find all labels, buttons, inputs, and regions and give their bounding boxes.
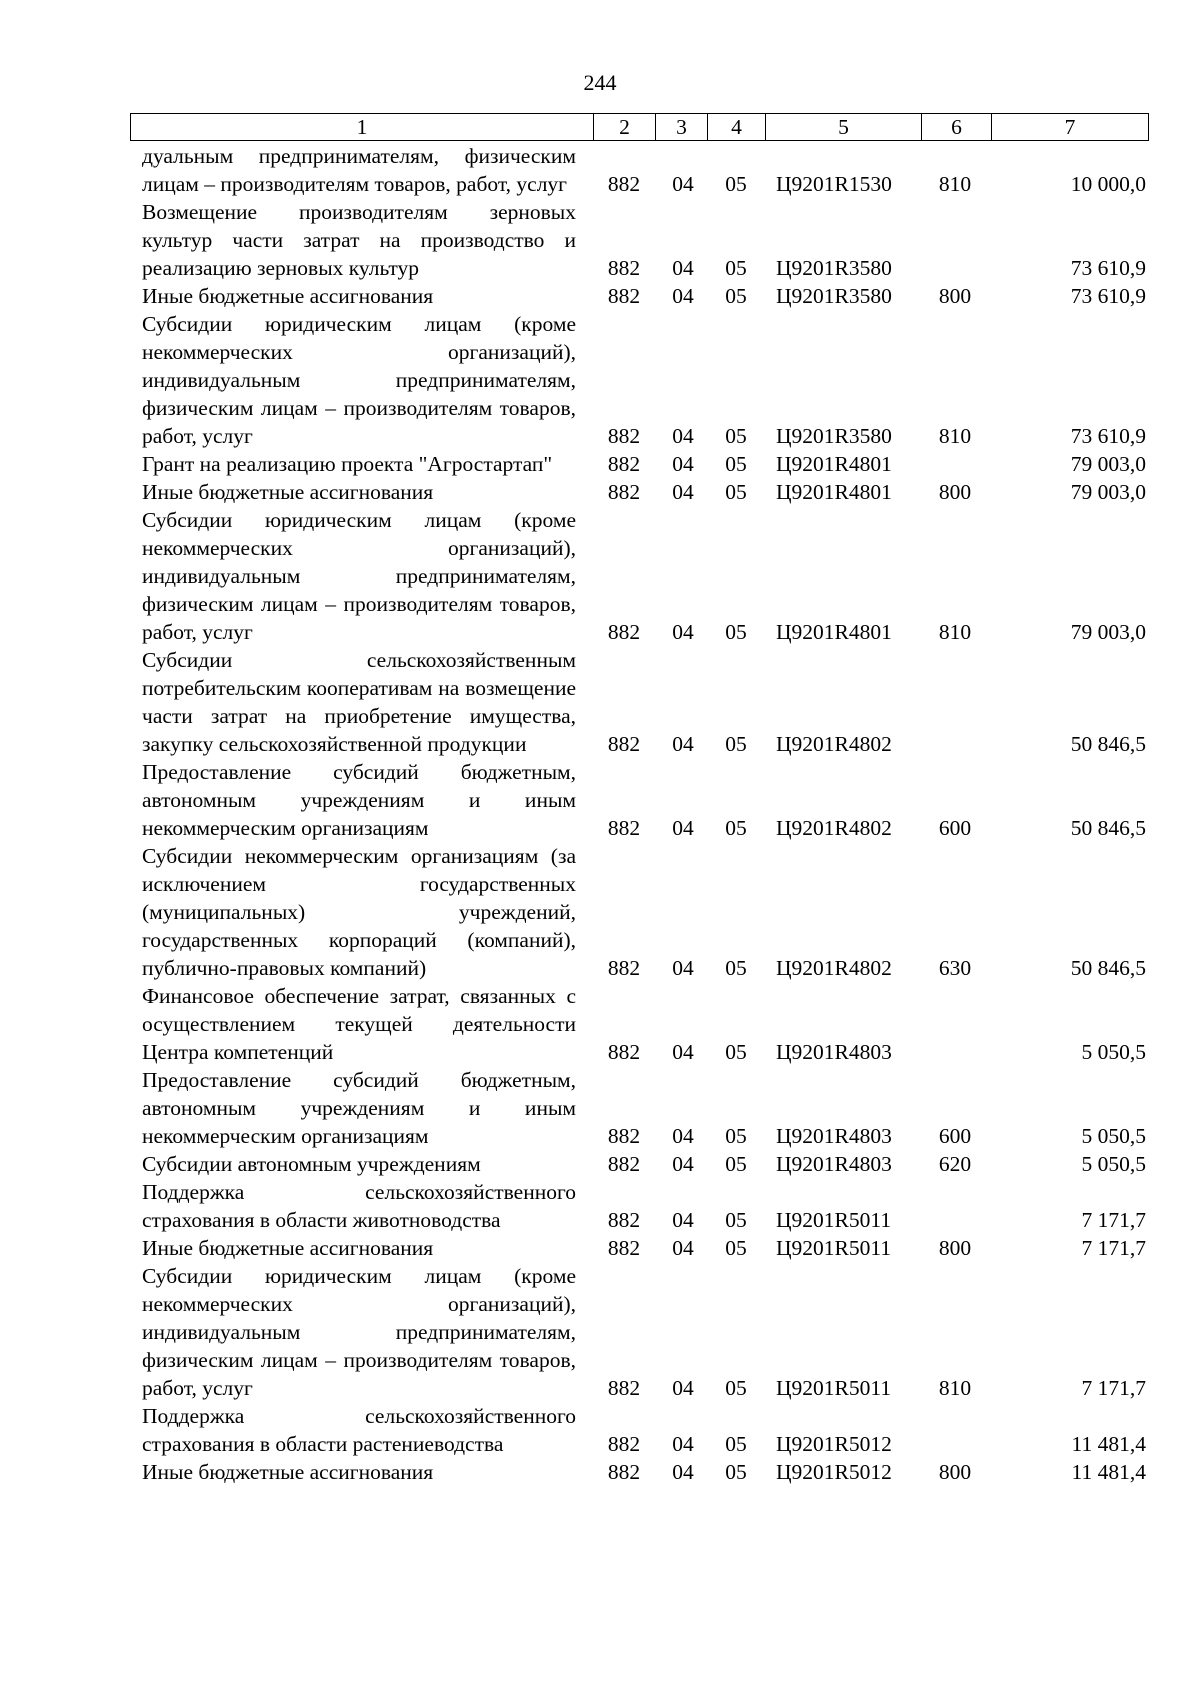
row-code-target: Ц9201R4802 <box>776 732 892 756</box>
row-code-subsection: 05 <box>725 1236 747 1260</box>
row-amount: 73 610,9 <box>1070 256 1146 280</box>
row-code-section: 04 <box>672 256 694 280</box>
row-code-subsection: 05 <box>725 1432 747 1456</box>
row-amount: 79 003,0 <box>1070 480 1146 504</box>
row-code-section: 04 <box>672 1040 694 1064</box>
row-code-section: 04 <box>672 480 694 504</box>
row-code-ministry: 882 <box>607 816 641 840</box>
row-amount: 7 171,7 <box>1081 1236 1146 1260</box>
row-code-target: Ц9201R3580 <box>776 424 892 448</box>
row-description: Иные бюджетные ассигнования <box>142 480 434 504</box>
row-code-subsection: 05 <box>725 256 747 280</box>
row-code-section: 04 <box>672 424 694 448</box>
row-code-section: 04 <box>672 732 694 756</box>
row-code-subsection: 05 <box>725 620 747 644</box>
row-code-expense-type <box>930 1430 980 1458</box>
row-code-ministry: 882 <box>607 1208 641 1232</box>
row-code-subsection: 05 <box>725 1376 747 1400</box>
row-code-ministry: 882 <box>607 1040 641 1064</box>
row-code-expense-type <box>930 1206 980 1234</box>
row-code-expense-type: 600 <box>938 816 972 840</box>
row-code-section: 04 <box>672 1432 694 1456</box>
table-body <box>0 142 1200 1486</box>
page-number: 244 <box>583 70 617 95</box>
row-code-section: 04 <box>672 1460 694 1484</box>
row-description: Субсидии юридическим лицам (кроме некоммерческих организаций), индивидуальным предпринимателям, физическим лицам – производителям товаров, работ, услуг <box>142 1264 576 1400</box>
row-code-target: Ц9201R4803 <box>776 1124 892 1148</box>
row-code-ministry: 882 <box>607 1432 641 1456</box>
table-row <box>0 1150 1200 1178</box>
row-code-subsection: 05 <box>725 452 747 476</box>
row-description: Иные бюджетные ассигнования <box>142 1460 434 1484</box>
row-description: Иные бюджетные ассигнования <box>142 284 434 308</box>
row-code-target: Ц9201R5011 <box>776 1236 892 1260</box>
row-code-subsection: 05 <box>725 1152 747 1176</box>
table-row <box>0 982 1200 1066</box>
row-amount: 79 003,0 <box>1070 452 1146 476</box>
row-code-expense-type: 630 <box>938 956 972 980</box>
row-code-ministry: 882 <box>607 480 641 504</box>
row-code-ministry: 882 <box>607 256 641 280</box>
table-row <box>0 198 1200 282</box>
row-code-ministry: 882 <box>607 424 641 448</box>
row-code-target: Ц9201R3580 <box>776 256 892 280</box>
row-description: Предоставление субсидий бюджетным, автономным учреждениям и иным некоммерческим организациям <box>142 760 576 840</box>
row-code-expense-type: 800 <box>938 1236 972 1260</box>
row-code-subsection: 05 <box>725 1040 747 1064</box>
row-code-ministry: 882 <box>607 284 641 308</box>
row-code-target: Ц9201R4803 <box>776 1152 892 1176</box>
row-description: дуальным предпринимателям, физическим лицам – производителям товаров, работ, услуг <box>142 144 576 196</box>
row-amount: 5 050,5 <box>1081 1124 1146 1148</box>
row-amount: 73 610,9 <box>1070 424 1146 448</box>
row-code-section: 04 <box>672 1376 694 1400</box>
column-header-3: 3 <box>656 114 708 141</box>
row-code-ministry: 882 <box>607 1236 641 1260</box>
row-description: Субсидии юридическим лицам (кроме некоммерческих организаций), индивидуальным предпринимателям, физическим лицам – производителям товаров, работ, услуг <box>142 508 576 644</box>
row-code-expense-type: 810 <box>938 172 972 196</box>
row-description: Возмещение производителям зерновых культур части затрат на производство и реализацию зерновых культур <box>142 200 576 280</box>
row-amount: 7 171,7 <box>1081 1376 1146 1400</box>
column-header-4: 4 <box>708 114 766 141</box>
row-code-target: Ц9201R3580 <box>776 284 892 308</box>
row-code-target: Ц9201R4801 <box>776 620 892 644</box>
row-code-target: Ц9201R4802 <box>776 816 892 840</box>
table-row <box>0 1458 1200 1486</box>
table-row <box>0 1402 1200 1458</box>
row-code-expense-type: 620 <box>938 1152 972 1176</box>
row-code-target: Ц9201R4801 <box>776 480 892 504</box>
column-header-1: 1 <box>131 114 594 141</box>
table-row <box>0 478 1200 506</box>
table-row <box>0 1234 1200 1262</box>
row-code-subsection: 05 <box>725 956 747 980</box>
row-code-subsection: 05 <box>725 284 747 308</box>
row-code-section: 04 <box>672 1236 694 1260</box>
column-header-7: 7 <box>992 114 1149 141</box>
row-code-target: Ц9201R5011 <box>776 1208 892 1232</box>
row-code-ministry: 882 <box>607 172 641 196</box>
row-code-subsection: 05 <box>725 480 747 504</box>
table-row <box>0 142 1200 198</box>
row-description: Иные бюджетные ассигнования <box>142 1236 434 1260</box>
column-header-2: 2 <box>594 114 656 141</box>
row-amount: 50 846,5 <box>1070 956 1146 980</box>
table-row <box>0 646 1200 758</box>
row-code-section: 04 <box>672 1124 694 1148</box>
row-code-target: Ц9201R1530 <box>776 172 892 196</box>
table-row <box>0 1178 1200 1234</box>
row-code-expense-type: 600 <box>938 1124 972 1148</box>
row-code-expense-type: 800 <box>938 1460 972 1484</box>
table-row <box>0 1066 1200 1150</box>
row-description: Грант на реализацию проекта "Агростартап" <box>142 452 553 476</box>
row-description: Предоставление субсидий бюджетным, автономным учреждениям и иным некоммерческим организациям <box>142 1068 576 1148</box>
row-description: Субсидии автономным учреждениям <box>142 1152 481 1176</box>
row-description: Поддержка сельскохозяйственного страхования в области животноводства <box>142 1180 576 1232</box>
row-code-ministry: 882 <box>607 620 641 644</box>
row-amount: 11 481,4 <box>1071 1460 1146 1484</box>
row-code-ministry: 882 <box>607 956 641 980</box>
row-code-expense-type <box>930 450 980 478</box>
row-code-ministry: 882 <box>607 1152 641 1176</box>
row-description: Поддержка сельскохозяйственного страхования в области растениеводства <box>142 1404 576 1456</box>
table-row <box>0 506 1200 646</box>
row-amount: 7 171,7 <box>1081 1208 1146 1232</box>
row-amount: 73 610,9 <box>1070 284 1146 308</box>
table-row <box>0 1262 1200 1402</box>
column-header-row <box>131 114 1149 141</box>
row-code-subsection: 05 <box>725 1460 747 1484</box>
row-code-expense-type <box>930 254 980 282</box>
row-code-ministry: 882 <box>607 732 641 756</box>
row-code-target: Ц9201R5011 <box>776 1376 892 1400</box>
row-code-expense-type <box>930 730 980 758</box>
row-description: Субсидии некоммерческим организациям (за исключением государственных (муниципальных) учреждений, государственных корпораций (компаний), публично-правовых компаний) <box>142 844 576 980</box>
row-code-target: Ц9201R4801 <box>776 452 892 476</box>
row-code-target: Ц9201R4803 <box>776 1040 892 1064</box>
row-amount: 11 481,4 <box>1071 1432 1146 1456</box>
row-code-section: 04 <box>672 452 694 476</box>
row-code-subsection: 05 <box>725 424 747 448</box>
row-code-expense-type: 810 <box>938 620 972 644</box>
row-amount: 50 846,5 <box>1070 732 1146 756</box>
row-code-target: Ц9201R5012 <box>776 1432 892 1456</box>
row-code-target: Ц9201R5012 <box>776 1460 892 1484</box>
row-code-expense-type: 810 <box>938 424 972 448</box>
row-amount: 5 050,5 <box>1081 1040 1146 1064</box>
row-code-ministry: 882 <box>607 1376 641 1400</box>
table-row <box>0 842 1200 982</box>
row-code-section: 04 <box>672 1208 694 1232</box>
table-row <box>0 450 1200 478</box>
table-row <box>0 282 1200 310</box>
row-amount: 79 003,0 <box>1070 620 1146 644</box>
row-code-section: 04 <box>672 816 694 840</box>
row-code-expense-type: 800 <box>938 480 972 504</box>
row-code-subsection: 05 <box>725 816 747 840</box>
table-row <box>0 310 1200 450</box>
row-code-section: 04 <box>672 284 694 308</box>
row-code-ministry: 882 <box>607 1124 641 1148</box>
row-code-expense-type <box>930 1038 980 1066</box>
row-description: Субсидии юридическим лицам (кроме некоммерческих организаций), индивидуальным предпринимателям, физическим лицам – производителям товаров, работ, услуг <box>142 312 576 448</box>
row-code-section: 04 <box>672 1152 694 1176</box>
row-code-section: 04 <box>672 620 694 644</box>
row-description: Финансовое обеспечение затрат, связанных с осуществлением текущей деятельности Центра компетенций <box>142 984 576 1064</box>
row-code-subsection: 05 <box>725 1124 747 1148</box>
row-code-section: 04 <box>672 956 694 980</box>
column-header-5: 5 <box>766 114 922 141</box>
table-row <box>0 758 1200 842</box>
row-code-section: 04 <box>672 172 694 196</box>
row-amount: 50 846,5 <box>1070 816 1146 840</box>
column-header-table <box>130 113 1149 141</box>
row-code-expense-type: 810 <box>938 1376 972 1400</box>
row-code-subsection: 05 <box>725 732 747 756</box>
row-code-target: Ц9201R4802 <box>776 956 892 980</box>
row-amount: 5 050,5 <box>1081 1152 1146 1176</box>
row-description: Субсидии сельскохозяйственным потребительским кооперативам на возмещение части затрат на приобретение имущества, закупку сельскохозяйственной продукции <box>142 648 576 756</box>
row-code-subsection: 05 <box>725 1208 747 1232</box>
row-code-ministry: 882 <box>607 452 641 476</box>
column-header-6: 6 <box>922 114 992 141</box>
row-amount: 10 000,0 <box>1070 172 1146 196</box>
row-code-subsection: 05 <box>725 172 747 196</box>
row-code-ministry: 882 <box>607 1460 641 1484</box>
row-code-expense-type: 800 <box>938 284 972 308</box>
